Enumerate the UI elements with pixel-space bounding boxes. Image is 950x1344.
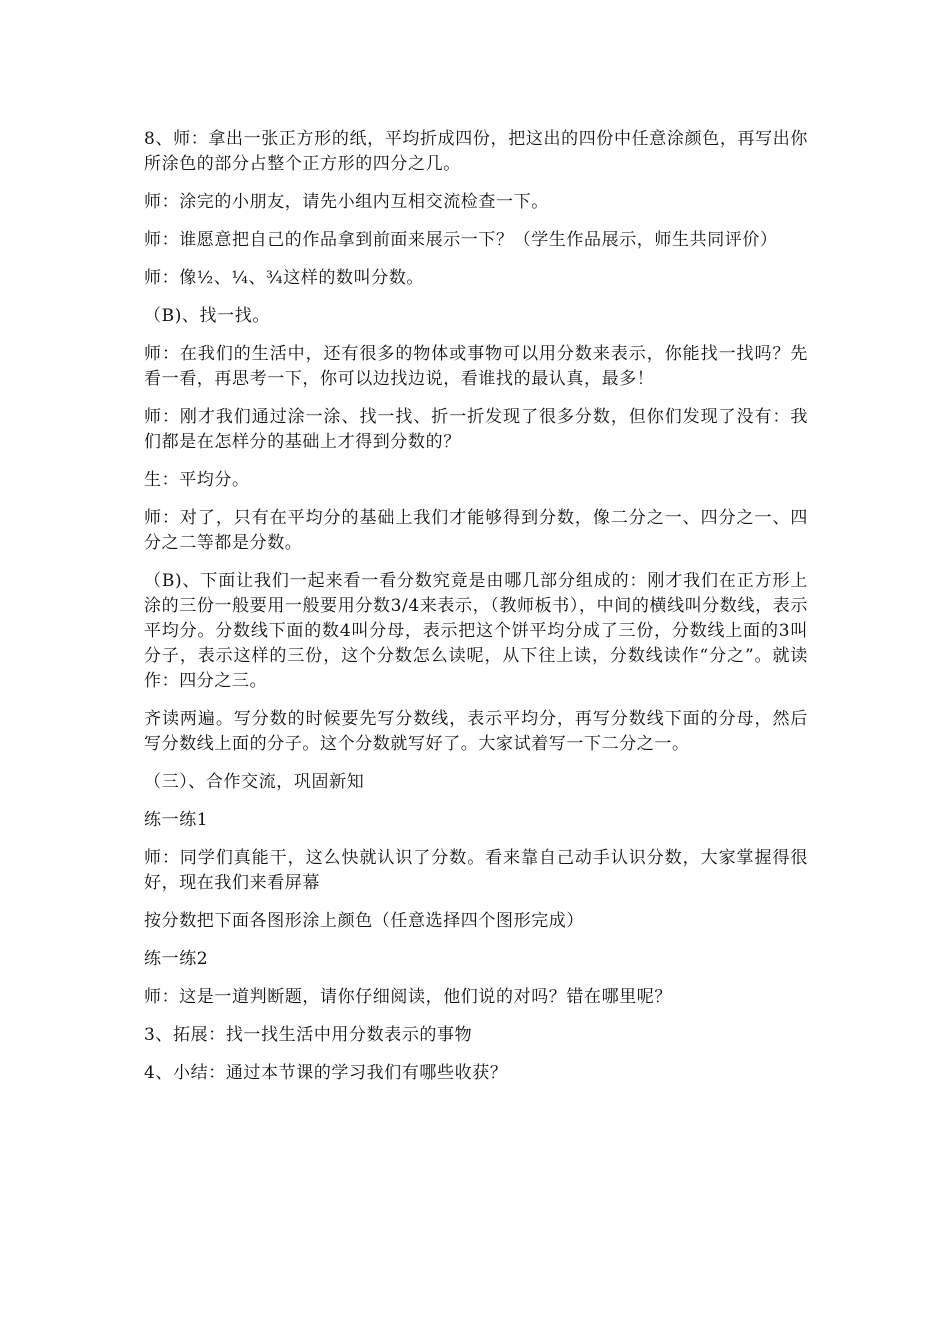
- paragraph-judgement: 师：这是一道判断题，请你仔细阅读，他们说的对吗？错在哪里呢？: [144, 987, 672, 1007]
- section-heading-find: （B)、找一找。: [144, 306, 270, 326]
- paragraph-extension: 3、拓展：找一找生活中用分数表示的事物: [144, 1025, 473, 1045]
- section-heading-cooperate: （三）、合作交流，巩固新知: [144, 772, 365, 792]
- paragraph-color-shapes: 按分数把下面各图形涂上颜色（任意选择四个图形完成）: [144, 911, 584, 931]
- document-body: [144, 127, 808, 1099]
- paragraph-folding-task: 8、师：拿出一张正方形的纸，平均折成四份，把这出的四份中任意涂颜色，再写出你所涂色的部分占整个正方形的四分之几。: [144, 129, 808, 174]
- exercise-heading-2: 练一练2: [144, 949, 209, 969]
- paragraph-fraction-parts: （B)、下面让我们一起来看一看分数究竟是由哪几部分组成的：刚才我们在正方形上涂的三份一般要用一般要用分数3/4来表示，（教师板书），中间的横线叫分数线，表示平均分。分数线下面的数4叫分母，表示把这个饼平均分成了三份，分数线上面的3叫分子，表示这样的三份，这个分数怎么读呢，从下往上读，分数线读作“分之”。就读作：四分之三。: [144, 571, 808, 691]
- paragraph-praise: 师：同学们真能干，这么快就认识了分数。看来靠自己动手认识分数，大家掌握得很好，现在我们来看屏幕: [144, 848, 808, 893]
- paragraph-teacher-confirm: 师：对了，只有在平均分的基础上我们才能够得到分数，像二分之一、四分之一、四分之二等都是分数。: [144, 508, 808, 553]
- paragraph-student-answer: 生：平均分。: [144, 470, 250, 490]
- paragraph-question-basis: 师：刚才我们通过涂一涂、找一找、折一折发现了很多分数，但你们发现了没有：我们都是在怎样分的基础上才得到分数的？: [144, 407, 808, 452]
- paragraph-group-check: 师：涂完的小朋友，请先小组内互相交流检查一下。: [144, 192, 549, 212]
- paragraph-show-work: 师：谁愿意把自己的作品拿到前面来展示一下？（学生作品展示，师生共同评价）: [144, 230, 778, 250]
- paragraph-read-write: 齐读两遍。写分数的时候要先写分数线，表示平均分，再写分数线下面的分母，然后写分数线上面的分子。这个分数就写好了。大家试着写一下二分之一。: [144, 709, 808, 754]
- exercise-heading-1: 练一练1: [144, 810, 209, 830]
- paragraph-fraction-definition: 师：像½、¼、¾这样的数叫分数。: [144, 268, 425, 288]
- paragraph-summary: 4、小结：通过本节课的学习我们有哪些收获？: [144, 1063, 508, 1083]
- paragraph-find-in-life: 师：在我们的生活中，还有很多的物体或事物可以用分数来表示，你能找一找吗？先看一看，再思考一下，你可以边找边说，看谁找的最认真，最多！: [144, 344, 808, 389]
